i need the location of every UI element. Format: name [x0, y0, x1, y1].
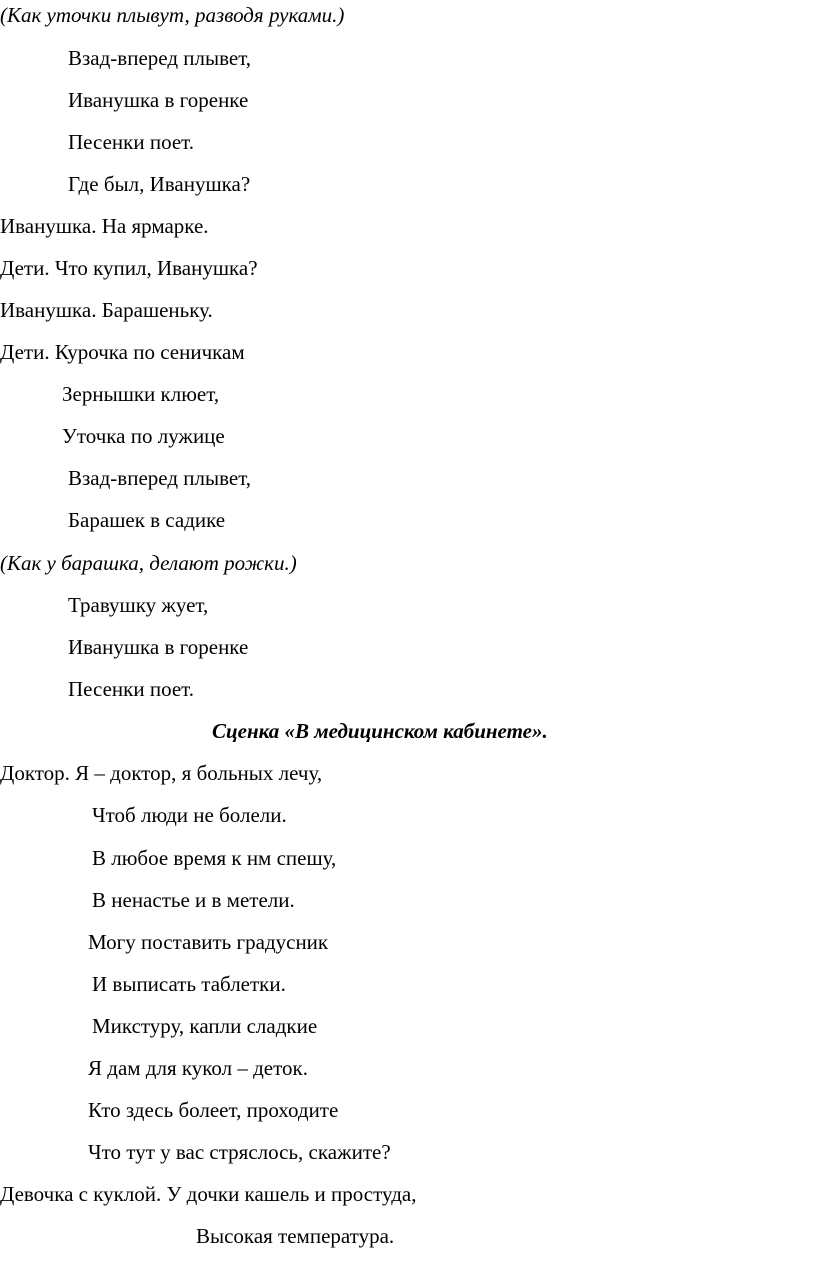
dialogue-line: Девочка с куклой. У дочки кашель и простуда, — [0, 1182, 417, 1206]
verse-line: Иванушка в горенке — [68, 88, 249, 112]
verse-line: Песенки поет. — [68, 677, 194, 701]
verse-line: И выписать таблетки. — [92, 972, 286, 996]
verse-line: Взад-вперед плывет, — [68, 466, 252, 490]
dialogue-line: Дети. Курочка по сеничкам — [0, 340, 245, 364]
verse-line: Кто здесь болеет, проходите — [88, 1098, 339, 1122]
verse-line: Что тут у вас стряслось, скажите? — [88, 1140, 391, 1164]
dialogue-line: Иванушка. Барашеньку. — [0, 298, 213, 322]
dialogue-line: Дети. Что купил, Иванушка? — [0, 256, 258, 280]
verse-line: Где был, Иванушка? — [68, 172, 251, 196]
verse-line: Чтоб люди не болели. — [92, 803, 287, 827]
verse-line: Барашек в садике — [68, 508, 226, 532]
verse-line: Уточка по лужице — [62, 424, 225, 448]
verse-line: Я дам для кукол – деток. — [88, 1056, 308, 1080]
stage-direction: (Как уточки плывут, разводя руками.) — [0, 3, 345, 27]
dialogue-line: Иванушка. На ярмарке. — [0, 214, 209, 238]
verse-line: Взад-вперед плывет, — [68, 46, 252, 70]
scene-title: Сценка «В медицинском кабинете». — [212, 719, 548, 743]
verse-line: Песенки поет. — [68, 130, 194, 154]
stage-direction: (Как у барашка, делают рожки.) — [0, 551, 297, 575]
verse-line: Высокая температура. — [196, 1224, 395, 1248]
verse-line: Микстуру, капли сладкие — [92, 1014, 318, 1038]
verse-line: В любое время к нм спешу, — [92, 846, 337, 870]
verse-line: Иванушка в горенке — [68, 635, 249, 659]
verse-line: Зернышки клюет, — [62, 382, 220, 406]
verse-line: Травушку жует, — [68, 593, 209, 617]
verse-line: Могу поставить градусник — [88, 930, 329, 954]
verse-line: В ненастье и в метели. — [92, 888, 295, 912]
dialogue-line: Доктор. Я – доктор, я больных лечу, — [0, 761, 323, 785]
